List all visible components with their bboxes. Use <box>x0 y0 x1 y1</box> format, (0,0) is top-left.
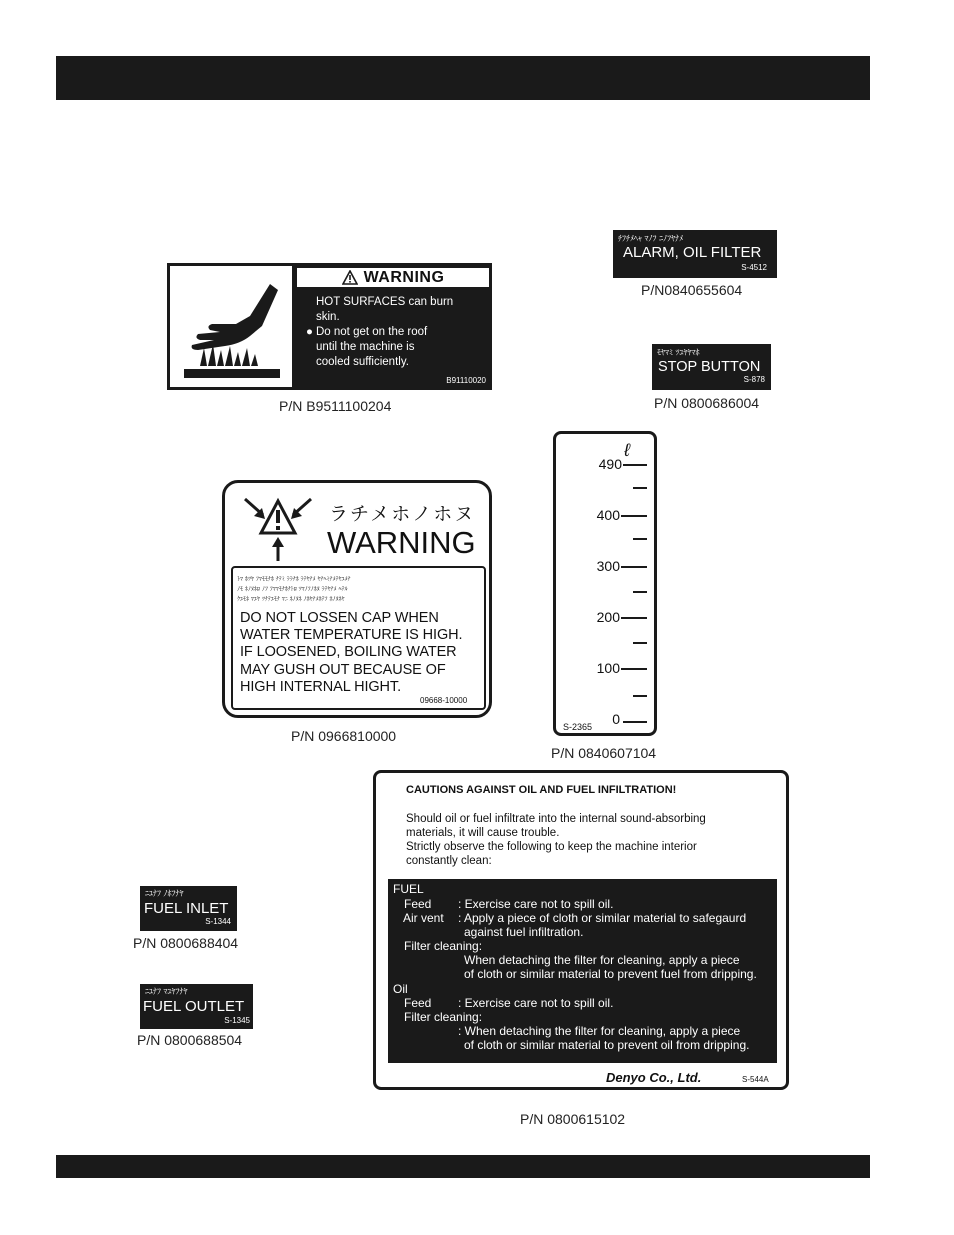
radiator-line: HIGH INTERNAL HIGHT. <box>240 678 402 695</box>
fuel-section-heading: FUEL <box>393 882 424 896</box>
radiator-jp-line: ﾉﾓ ﾈﾉﾇﾈﾛ ﾉﾌ ﾌﾏﾏﾓﾅﾎﾅﾄﾛ ﾂﾏﾉﾌﾉﾎﾇ ﾗﾃﾔﾅﾒ ﾍﾃﾙ <box>237 586 348 593</box>
radiator-part-number: P/N 0966810000 <box>291 728 397 744</box>
hot-surface-bullet <box>306 325 486 340</box>
gauge-minor-tick <box>633 538 647 540</box>
radiator-heading: WARNING <box>327 525 476 560</box>
hot-surface-code: B91110020 <box>446 376 486 385</box>
warning-triangle-icon <box>342 270 358 285</box>
header-bar <box>56 56 870 100</box>
hot-surface-line: until the machine is <box>316 341 415 353</box>
oil-fuel-caution-decal <box>373 770 789 1090</box>
gauge-label: 490 <box>598 456 622 472</box>
stop-code: S-878 <box>743 375 765 384</box>
gauge-major-tick <box>621 515 647 517</box>
stop-part-number: P/N 0800686004 <box>654 395 760 411</box>
liter-unit: ℓ <box>624 440 630 460</box>
fuel-feed-text: : Exercise care not to spill oil. <box>458 897 614 911</box>
fuel-outlet-label <box>140 984 253 1029</box>
caution-line: Strictly observe the following to keep the machine interior <box>406 841 697 853</box>
oil-filter-label: Filter cleaning: <box>404 1010 483 1024</box>
gauge-label: 400 <box>596 507 620 523</box>
gauge-minor-tick <box>633 487 647 489</box>
hot-surface-decal <box>167 263 492 390</box>
gauge-major-tick <box>621 617 647 619</box>
radiator-jp-title: ラチメホノホヌ <box>329 504 476 525</box>
radiator-jp-line: ｸﾕﾓﾈ ﾏﾕﾔ ﾂﾅﾃﾕﾓﾅ ﾏﾆ ﾈﾉﾇﾈ ﾉﾎﾔﾅﾒﾎﾃﾌ ﾎﾉﾇﾈﾔ <box>237 596 345 603</box>
radiator-code: 09668-10000 <box>420 696 468 705</box>
caution-title: CAUTIONS AGAINST OIL AND FUEL INFILTRATION! <box>406 784 677 796</box>
company-logo-text: Denyo Co., Ltd. <box>606 1070 702 1085</box>
hot-surface-part-number: P/N B9511100204 <box>279 398 392 414</box>
oil-filter-text-cont: of cloth or similar material to prevent oil from dripping. <box>464 1038 750 1052</box>
gauge-minor-tick <box>633 642 647 644</box>
radiator-line: DO NOT LOSSEN CAP WHEN <box>240 610 439 626</box>
gauge-major-tick <box>621 566 647 568</box>
hot-surface-line: HOT SURFACES can burn <box>316 296 454 308</box>
radiator-warning-decal <box>222 480 492 718</box>
fuel-outlet-text: FUEL OUTLET <box>143 998 245 1015</box>
fuel-filter-text-cont: of cloth or similar material to prevent fuel from dripping. <box>464 967 757 981</box>
hot-surface-line: skin. <box>316 311 340 323</box>
fuel-feed-label: Feed <box>404 897 432 911</box>
fuel-inlet-code: S-1344 <box>205 917 231 926</box>
oil-feed-text: : Exercise care not to spill oil. <box>458 996 614 1010</box>
gauge-label: 300 <box>596 558 620 574</box>
gauge-code: S-2365 <box>563 722 593 732</box>
gauge-label: 0 <box>612 711 620 727</box>
pressure-warning-icon <box>241 495 315 563</box>
radiator-jp-line: ﾄﾏ ﾎﾂﾔ ﾌﾏﾓﾓﾅﾎ ﾅﾃﾐ ﾗﾗﾅﾎ ﾗﾃﾔﾅﾒ ﾔﾅﾍﾐﾅﾒﾃﾔﾕﾒﾅ <box>237 576 351 583</box>
air-vent-text: : Apply a piece of cloth or similar material to safegaurd <box>458 911 747 925</box>
air-vent-text-cont: against fuel infiltration. <box>464 925 584 939</box>
gauge-minor-tick <box>633 591 647 593</box>
fuel-outlet-part-number: P/N 0800688504 <box>137 1032 243 1048</box>
hot-surface-text <box>306 295 486 370</box>
stop-button-label <box>652 344 771 390</box>
alarm-part-number: P/N0840655604 <box>641 282 743 298</box>
caution-line: Should oil or fuel infiltrate into the internal sound-absorbing <box>406 813 706 825</box>
radiator-line: MAY GUSH OUT BECAUSE OF <box>240 661 446 678</box>
caution-instructions-box <box>388 879 777 1063</box>
alarm-code: S-4512 <box>741 263 767 272</box>
radiator-line: IF LOOSENED, BOILING WATER <box>240 644 457 661</box>
oil-filter-text: : When detaching the filter for cleaning, apply a piece <box>458 1024 741 1038</box>
caution-line: constantly clean: <box>406 855 492 867</box>
alarm-text: ALARM, OIL FILTER <box>623 244 762 261</box>
fuel-outlet-jp-text: ﾆﾕﾅﾌ ﾏﾕﾔﾌﾅﾔ <box>145 987 188 996</box>
footer-bar <box>56 1155 870 1178</box>
hot-surface-line: Do not get on the roof <box>316 326 428 338</box>
radiator-line: WATER TEMPERATURE IS HIGH. <box>240 627 463 644</box>
fuel-outlet-code: S-1345 <box>224 1016 250 1025</box>
fuel-inlet-label <box>140 886 237 931</box>
hot-surface-line: cooled sufficiently. <box>316 356 409 368</box>
radiator-text <box>240 610 462 696</box>
caution-code: S-544A <box>742 1075 769 1084</box>
oil-section-heading: Oil <box>393 982 408 996</box>
oil-feed-label: Feed <box>404 996 432 1010</box>
alarm-oil-filter-label <box>613 230 777 278</box>
gauge-major-tick <box>623 464 647 466</box>
air-vent-label: Air vent <box>403 911 444 925</box>
fuel-filter-text: When detaching the filter for cleaning, apply a piece <box>464 953 740 967</box>
fuel-filter-label: Filter cleaning: <box>404 939 483 953</box>
gauge-major-tick <box>621 668 647 670</box>
gauge-part-number: P/N 0840607104 <box>551 745 657 761</box>
gauge-major-tick <box>623 721 647 723</box>
fuel-inlet-text: FUEL INLET <box>144 900 229 917</box>
bullet-icon: ● <box>306 326 313 338</box>
fuel-inlet-jp-text: ﾆﾕﾅﾌ ﾉﾎﾌﾅﾔ <box>145 889 184 898</box>
caution-part-number: P/N 0800615102 <box>520 1111 626 1127</box>
gauge-label: 200 <box>596 609 620 625</box>
fuel-level-gauge-decal <box>553 431 657 736</box>
caution-line: materials, it will cause trouble. <box>406 827 560 839</box>
hot-surface-heading <box>297 268 489 289</box>
gauge-minor-tick <box>633 695 647 697</box>
fuel-inlet-part-number: P/N 0800688404 <box>133 935 239 951</box>
caution-paragraph <box>406 812 766 868</box>
gauge-label: 100 <box>596 660 620 676</box>
hot-surface-pictogram <box>170 266 292 387</box>
hot-surface-heading-text: WARNING <box>363 268 445 286</box>
stop-text: STOP BUTTON <box>658 359 761 375</box>
hand-flame-icon <box>170 266 292 387</box>
alarm-jp-text: ﾁﾌﾁﾒﾍｬ ﾏﾉﾌ ﾆﾉﾌﾔﾅﾒ <box>618 234 684 243</box>
stop-jp-text: ﾓﾔﾏﾐ ﾂﾕﾔﾔﾏﾎ <box>657 348 700 357</box>
